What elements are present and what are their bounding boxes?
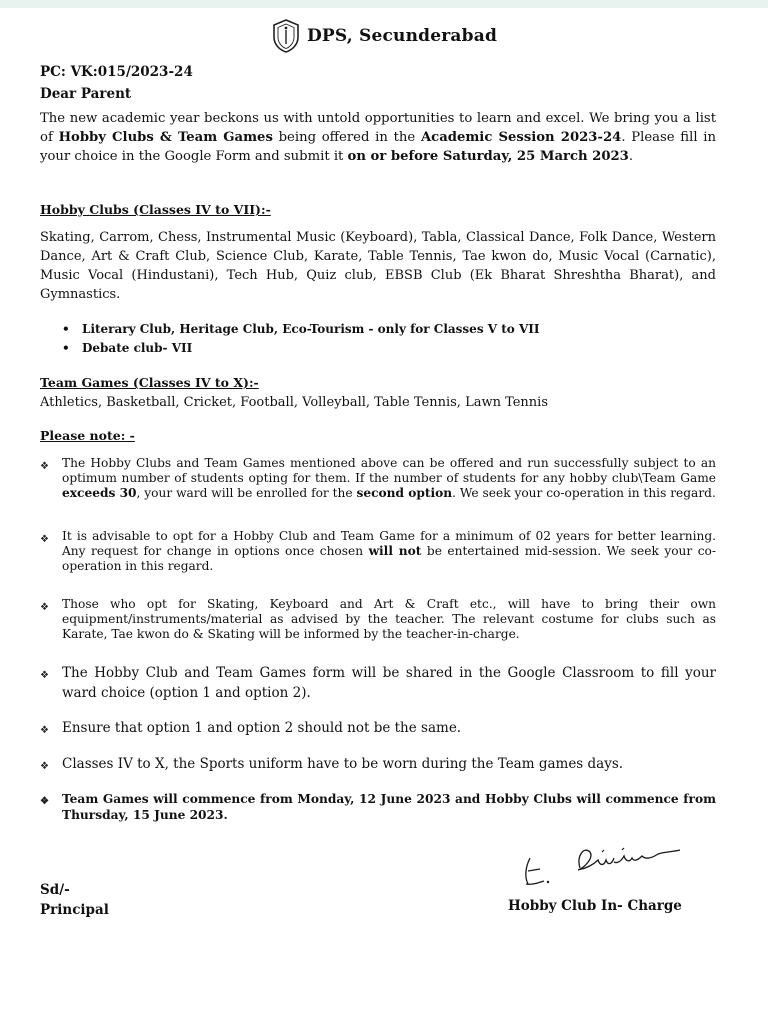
note-item: ❖ The Hobby Clubs and Team Games mentioned above can be offered and run successfully subject to an optimum number of students opting for them. If the number of students for any hobby club\Team Game exceeds 30, your ward will be enrolled for the second option. We seek your co-operation in this regard. bbox=[40, 456, 716, 500]
header-strip bbox=[0, 0, 768, 8]
school-name: DPS, Secunderabad bbox=[306, 26, 498, 46]
diamond-bullet-icon: ❖ bbox=[40, 796, 49, 807]
hobby-clubs-heading: Hobby Clubs (Classes IV to VII):- bbox=[40, 202, 271, 217]
note-item: ❖ Those who opt for Skating, Keyboard and Art & Craft etc., will have to bring their own equipment/instruments/material as advised by the teacher. The relevant costume for clubs such as Karate, Tae kwon do & Skating will be informed by the teacher-in-charge. bbox=[40, 597, 716, 641]
list-item: • Literary Club, Heritage Club, Eco-Tourism - only for Classes V to VII bbox=[62, 322, 540, 336]
note-item: ❖ Classes IV to X, the Sports uniform have to be worn during the Team games days. bbox=[40, 754, 716, 777]
diamond-bullet-icon: ❖ bbox=[40, 534, 49, 545]
reference-number: PC: VK:015/2023-24 bbox=[40, 64, 193, 80]
note-item: ❖ Ensure that option 1 and option 2 should not be the same. bbox=[40, 718, 716, 741]
hobby-clubs-list: Skating, Carrom, Chess, Instrumental Music (Keyboard), Tabla, Classical Dance, Folk Dance, Western Dance, Art & Craft Club, Science Club, Karate, Table Tennis, Tae kwon do, Music Vocal (Carnatic), Music Vocal (Hindustani), Tech Hub, Quiz club, EBSB Club (Ek Bharat Shreshtha Bharat), and Gymnastics. bbox=[40, 230, 716, 302]
principal-sign-off bbox=[40, 880, 109, 920]
principal-label: Principal bbox=[40, 902, 109, 918]
greeting: Dear Parent bbox=[40, 86, 132, 102]
list-item: • Debate club- VII bbox=[62, 341, 193, 355]
diamond-bullet-icon: ❖ bbox=[40, 725, 49, 736]
team-games-list: Athletics, Basketball, Cricket, Football, Volleyball, Table Tennis, Lawn Tennis bbox=[40, 395, 549, 410]
diamond-bullet-icon: ❖ bbox=[40, 602, 49, 613]
school-crest-icon bbox=[271, 18, 301, 54]
handwritten-signature bbox=[518, 838, 688, 894]
diamond-bullet-icon: ❖ bbox=[40, 761, 49, 772]
intro-paragraph: The new academic year beckons us with untold opportunities to learn and excel. We bring you a list of Hobby Clubs & Team Games being offered in the Academic Session 2023-24. Please fill in your choice in the Google Form and submit it on or before Saturday, 25 March 2023. bbox=[40, 111, 716, 164]
note-item: ❖ The Hobby Club and Team Games form will be shared in the Google Classroom to fill your ward choice (option 1 and option 2). bbox=[40, 665, 716, 701]
note-item: ❖ It is advisable to opt for a Hobby Club and Team Game for a minimum of 02 years for better learning. Any request for change in options once chosen will not be entertained mid-session. We seek your co-operation in this regard. bbox=[40, 529, 716, 573]
letterhead bbox=[0, 18, 768, 54]
sd-mark: Sd/- bbox=[40, 882, 70, 898]
diamond-bullet-icon: ❖ bbox=[40, 670, 49, 681]
please-note-heading: Please note: - bbox=[40, 428, 135, 443]
special-clubs-list bbox=[62, 320, 712, 358]
team-games-heading: Team Games (Classes IV to X):- bbox=[40, 375, 259, 390]
note-item: ❖ Team Games will commence from Monday, 12 June 2023 and Hobby Clubs will commence from Thursday, 15 June 2023. bbox=[40, 792, 716, 822]
diamond-bullet-icon: ❖ bbox=[40, 461, 49, 472]
hobby-club-incharge-label: Hobby Club In- Charge bbox=[508, 898, 682, 914]
